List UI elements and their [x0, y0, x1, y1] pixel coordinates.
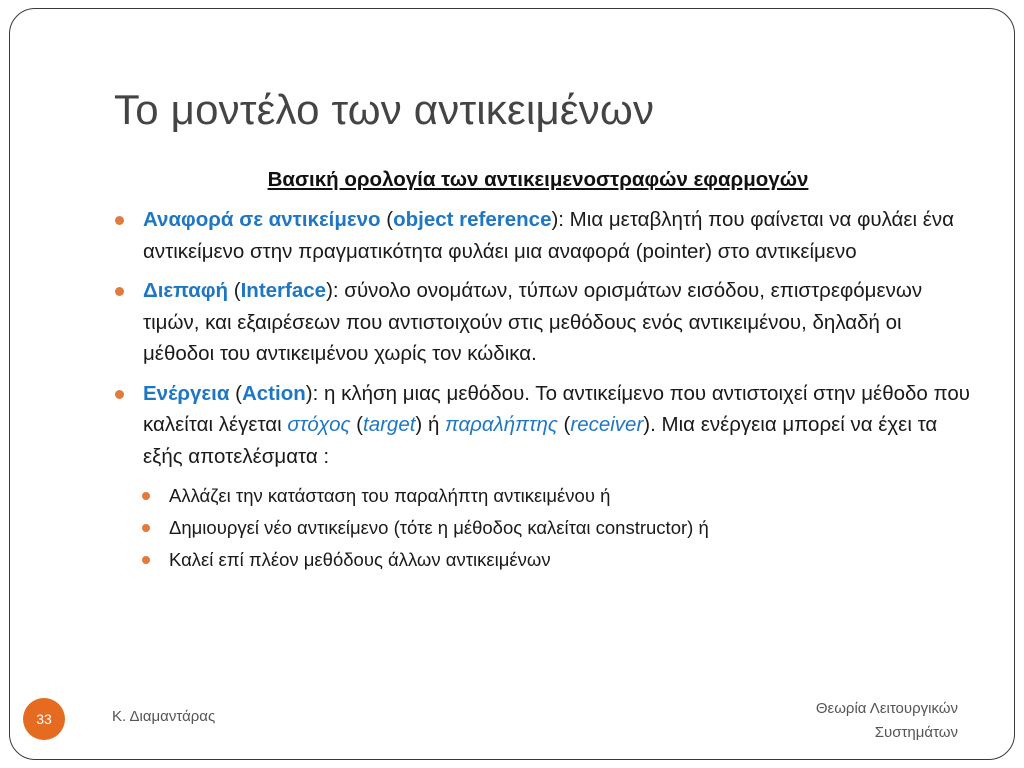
bullet-dot-icon: [115, 287, 124, 296]
target-english: target: [363, 413, 416, 436]
sub-bullet-dot-icon: [142, 524, 150, 532]
footer-course-line2: Συστημάτων: [874, 724, 958, 741]
bullet-dot-icon: [115, 390, 124, 399]
receiver-greek: παραλήπτης: [445, 413, 558, 436]
term-label: Διεπαφή: [143, 279, 229, 302]
sub-bullet-dot-icon: [142, 556, 150, 564]
sub-bullet-text: Αλλάζει την κατάσταση του παραλήπτη αντικειμένου ή: [169, 485, 611, 506]
target-greek: στόχος: [287, 413, 351, 436]
footer-course: [816, 697, 958, 745]
slide-title: Το μοντέλο των αντικειμένων: [114, 86, 655, 133]
bullet-interface: [114, 275, 974, 370]
definition-text: ). Μια ενέργεια μπορεί να έχει τα εξής αποτελέσματα :: [143, 413, 938, 468]
term-english: object reference: [393, 208, 552, 231]
receiver-english: receiver: [570, 413, 644, 436]
paren-open: (: [229, 381, 242, 405]
definition-text: ): η κλήση μιας μεθόδου. Το αντικείμενο που αντιστοιχεί στην μέθοδο που καλείται λέγεται: [143, 381, 970, 436]
term-english: Action: [241, 381, 306, 405]
definition-text: ): σύνολο ονομάτων, τύπων ορισμάτων εισόδου, επιστρεφόμενων τιμών, και εξαιρέσεων που αντιστοιχούν στις μεθόδους ενός αντικειμένου, δηλαδή οι μέθοδοι του αντικειμένου χωρίς τον κώδικα.: [143, 279, 923, 365]
bullet-dot-icon: [115, 216, 124, 225]
sub-bullet: [140, 544, 974, 576]
paren-open: (: [228, 279, 241, 302]
footer-course-line1: Θεωρία Λειτουργικών: [815, 700, 958, 717]
slide-subtitle: Βασική ορολογία των αντικειμενοστραφών εφαρμογών: [267, 168, 809, 191]
term-label: Ενέργεια: [143, 381, 230, 405]
definition-text: ): Μια μεταβλητή που φαίνεται να φυλάει ένα αντικείμενο στην πραγματικότητα φυλάει μια αναφορά (pointer) στο αντικείμενο: [143, 208, 954, 263]
sub-bullet: [140, 512, 974, 544]
bullet-object-reference: [114, 204, 974, 267]
bullet-action: [114, 378, 974, 473]
page-number-badge: 33: [23, 698, 65, 740]
paren-text: (: [350, 413, 363, 436]
sub-bullet-text: Δημιουργεί νέο αντικείμενο (τότε η μέθοδος καλείται constructor) ή: [169, 517, 709, 538]
paren-text: (: [557, 413, 571, 436]
term-label: Αναφορά σε αντικείμενο: [143, 208, 381, 231]
paren-text: ) ή: [415, 413, 446, 436]
slide-content: [114, 204, 974, 576]
footer-author: Κ. Διαμαντάρας: [112, 708, 216, 725]
paren-open: (: [380, 208, 394, 231]
sub-bullet: [140, 480, 974, 512]
term-english: Interface: [240, 279, 327, 302]
sub-bullet-text: Καλεί επί πλέον μεθόδους άλλων αντικειμένων: [169, 549, 551, 570]
sub-bullet-dot-icon: [142, 492, 150, 500]
